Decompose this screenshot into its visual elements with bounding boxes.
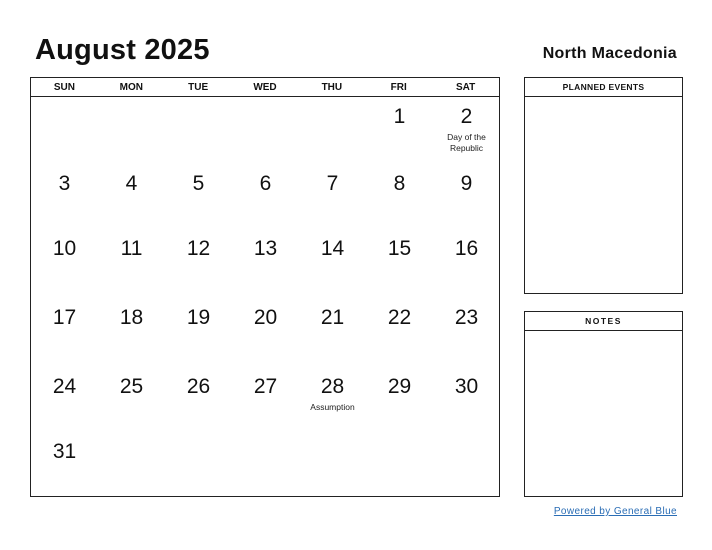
- day-cell: [433, 306, 500, 330]
- day-cell: [31, 237, 98, 261]
- day-cell: [299, 237, 366, 261]
- powered-by-link[interactable]: Powered by General Blue: [553, 506, 677, 517]
- day-cell: [165, 172, 232, 196]
- holiday-label: Day of the Republic: [447, 132, 486, 153]
- day-number: 16: [454, 237, 479, 260]
- day-cell: [165, 306, 232, 330]
- day-cell: [433, 237, 500, 261]
- day-cell: [31, 172, 98, 196]
- day-cell: [232, 306, 299, 330]
- notes-heading: NOTES: [525, 312, 682, 331]
- day-cell: [31, 440, 98, 464]
- month-calendar: [30, 77, 500, 497]
- day-number: 19: [186, 306, 211, 329]
- day-cell: [165, 237, 232, 261]
- weekday-header: [31, 78, 499, 97]
- day-cell: [31, 306, 98, 330]
- day-number: 18: [119, 306, 144, 329]
- planned-events-heading: PLANNED EVENTS: [525, 78, 682, 97]
- page-title: August 2025: [35, 34, 210, 66]
- day-cell: [98, 375, 165, 399]
- day-cell: [165, 375, 232, 399]
- day-number: 29: [387, 375, 412, 398]
- day-number: 13: [253, 237, 278, 260]
- day-number: 1: [393, 105, 406, 128]
- day-number: 11: [120, 237, 143, 260]
- holiday-label: Assumption: [310, 402, 355, 412]
- day-number: 27: [253, 375, 278, 398]
- day-number: 8: [393, 172, 406, 195]
- weekday-wed: WED: [253, 82, 277, 93]
- weekday-fri: FRI: [390, 82, 407, 93]
- day-cell: [433, 172, 500, 196]
- country-name: North Macedonia: [542, 45, 677, 62]
- weekday-sun: SUN: [53, 82, 75, 93]
- day-number: 7: [326, 172, 339, 195]
- day-number: 31: [52, 440, 77, 463]
- day-cell: [366, 105, 433, 129]
- day-cell: [366, 172, 433, 196]
- day-cell: [366, 237, 433, 261]
- planned-events-panel: [524, 77, 683, 294]
- day-number: 26: [186, 375, 211, 398]
- day-cell: [98, 172, 165, 196]
- day-cell: [232, 375, 299, 399]
- weekday-tue: TUE: [188, 82, 209, 93]
- day-number: 28: [320, 375, 345, 398]
- day-cell: [98, 306, 165, 330]
- day-cell: [299, 172, 366, 196]
- weekday-mon: MON: [119, 82, 143, 93]
- day-number: 15: [387, 237, 412, 260]
- day-number: 30: [454, 375, 479, 398]
- day-number: 20: [253, 306, 278, 329]
- day-cell: [366, 306, 433, 330]
- day-number: 17: [52, 306, 77, 329]
- day-cell: [98, 237, 165, 261]
- day-cell: [433, 105, 500, 154]
- day-number: 25: [119, 375, 144, 398]
- day-cell: [433, 375, 500, 399]
- day-number: 9: [460, 172, 473, 195]
- day-number: 3: [58, 172, 71, 195]
- day-number: 5: [192, 172, 205, 195]
- day-number: 4: [125, 172, 138, 195]
- day-number: 22: [387, 306, 412, 329]
- day-cell: [232, 237, 299, 261]
- day-number: 10: [52, 237, 77, 260]
- day-cell: [31, 375, 98, 399]
- day-number: 2: [460, 105, 473, 128]
- weekday-sat: SAT: [455, 82, 476, 93]
- notes-panel: [524, 311, 683, 497]
- day-cell: [232, 172, 299, 196]
- day-cell: [299, 375, 366, 413]
- weekday-thu: THU: [321, 82, 343, 93]
- day-number: 12: [186, 237, 211, 260]
- day-number: 23: [454, 306, 479, 329]
- day-number: 14: [320, 237, 345, 260]
- day-cell: [366, 375, 433, 399]
- day-number: 21: [320, 306, 345, 329]
- day-number: 6: [259, 172, 272, 195]
- day-cell: [299, 306, 366, 330]
- day-number: 24: [52, 375, 77, 398]
